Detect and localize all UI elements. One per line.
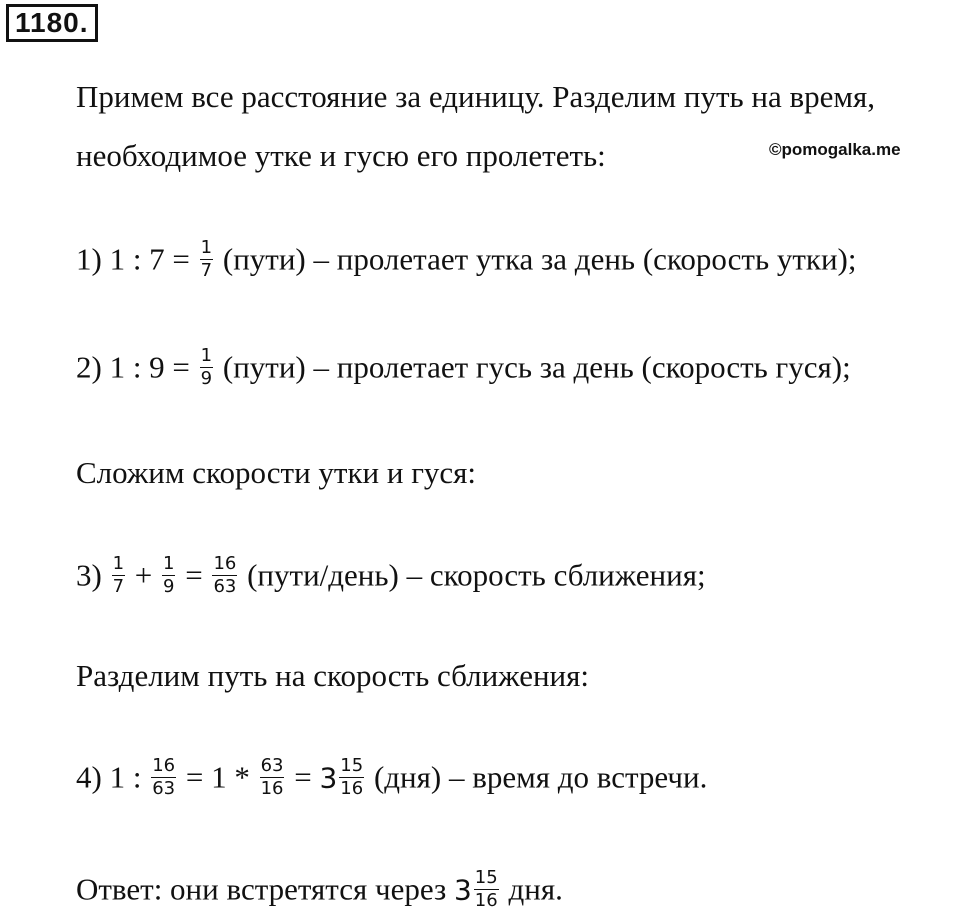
step-3-f1-den: 7 bbox=[112, 576, 125, 597]
step-2-frac-den: 9 bbox=[200, 368, 213, 389]
step-4-f2-num: 63 bbox=[260, 755, 284, 776]
divide-text: Разделим путь на скорость сближения: bbox=[76, 658, 589, 693]
step-3-prefix: 3) bbox=[76, 557, 102, 593]
step-4-eq: = bbox=[294, 759, 312, 795]
step-4-f3-den: 16 bbox=[340, 778, 364, 799]
step-4 bbox=[76, 755, 708, 803]
step-4-whole: 3 bbox=[319, 761, 338, 795]
step-4-fraction-3 bbox=[339, 755, 364, 800]
step-3-f1-num: 1 bbox=[112, 553, 125, 574]
problem-number: 1180 bbox=[15, 7, 80, 38]
step-3-f2-den: 9 bbox=[163, 576, 175, 597]
intro-line-1: Примем все расстояние за единицу. Разделим путь на время, bbox=[76, 79, 876, 114]
step-4-fraction-1 bbox=[151, 755, 176, 800]
step-2-suffix: (пути) – пролетает гусь за день (скорость гуся); bbox=[222, 349, 851, 385]
answer-suffix: дня. bbox=[508, 871, 563, 907]
step-3-fraction-2 bbox=[162, 553, 175, 598]
problem-number-box bbox=[6, 4, 98, 42]
step-4-f3-num: 15 bbox=[340, 755, 364, 776]
answer-prefix: Ответ: они встретятся через bbox=[76, 871, 447, 907]
step-3-suffix: (пути/день) – скорость сближения; bbox=[247, 557, 706, 593]
step-3-f2-num: 1 bbox=[163, 553, 175, 574]
step-4-fraction-2 bbox=[260, 755, 285, 800]
step-1-prefix: 1) 1 : 7 = bbox=[76, 241, 190, 277]
step-3-fraction-1 bbox=[112, 553, 125, 598]
step-3-fraction-3 bbox=[212, 553, 237, 598]
step-2 bbox=[76, 345, 851, 393]
step-4-f1-num: 16 bbox=[152, 755, 176, 776]
intro-line-2: необходимое утке и гусю его пролететь: bbox=[76, 138, 606, 173]
step-1-frac-den: 7 bbox=[200, 260, 213, 281]
step-1 bbox=[76, 237, 857, 285]
step-1-fraction bbox=[200, 237, 213, 282]
step-3-eq: = bbox=[185, 557, 203, 593]
step-2-frac-num: 1 bbox=[200, 345, 213, 366]
step-3 bbox=[76, 553, 706, 601]
step-4-suffix: (дня) – время до встречи. bbox=[373, 759, 708, 795]
step-2-fraction bbox=[200, 345, 213, 390]
step-3-f3-num: 16 bbox=[213, 553, 237, 574]
add-speeds-text: Сложим скорости утки и гуся: bbox=[76, 455, 477, 490]
step-4-f2-den: 16 bbox=[260, 778, 284, 799]
watermark-text: ©pomogalka.me bbox=[769, 140, 901, 159]
step-4-mid: = 1 * bbox=[185, 759, 250, 795]
answer-fraction bbox=[474, 867, 499, 912]
step-4-f1-den: 63 bbox=[152, 778, 176, 799]
answer-whole: 3 bbox=[453, 873, 472, 907]
step-1-frac-num: 1 bbox=[200, 237, 213, 258]
step-3-f3-den: 63 bbox=[213, 576, 237, 597]
step-4-prefix: 4) 1 : bbox=[76, 759, 142, 795]
problem-number-dot: . bbox=[79, 7, 89, 38]
step-1-suffix: (пути) – пролетает утка за день (скорость утки); bbox=[222, 241, 857, 277]
answer-frac-den: 16 bbox=[474, 890, 498, 911]
answer-frac-num: 15 bbox=[474, 867, 498, 888]
step-3-plus: + bbox=[134, 557, 153, 593]
step-2-prefix: 2) 1 : 9 = bbox=[76, 349, 190, 385]
answer-line bbox=[76, 867, 563, 915]
